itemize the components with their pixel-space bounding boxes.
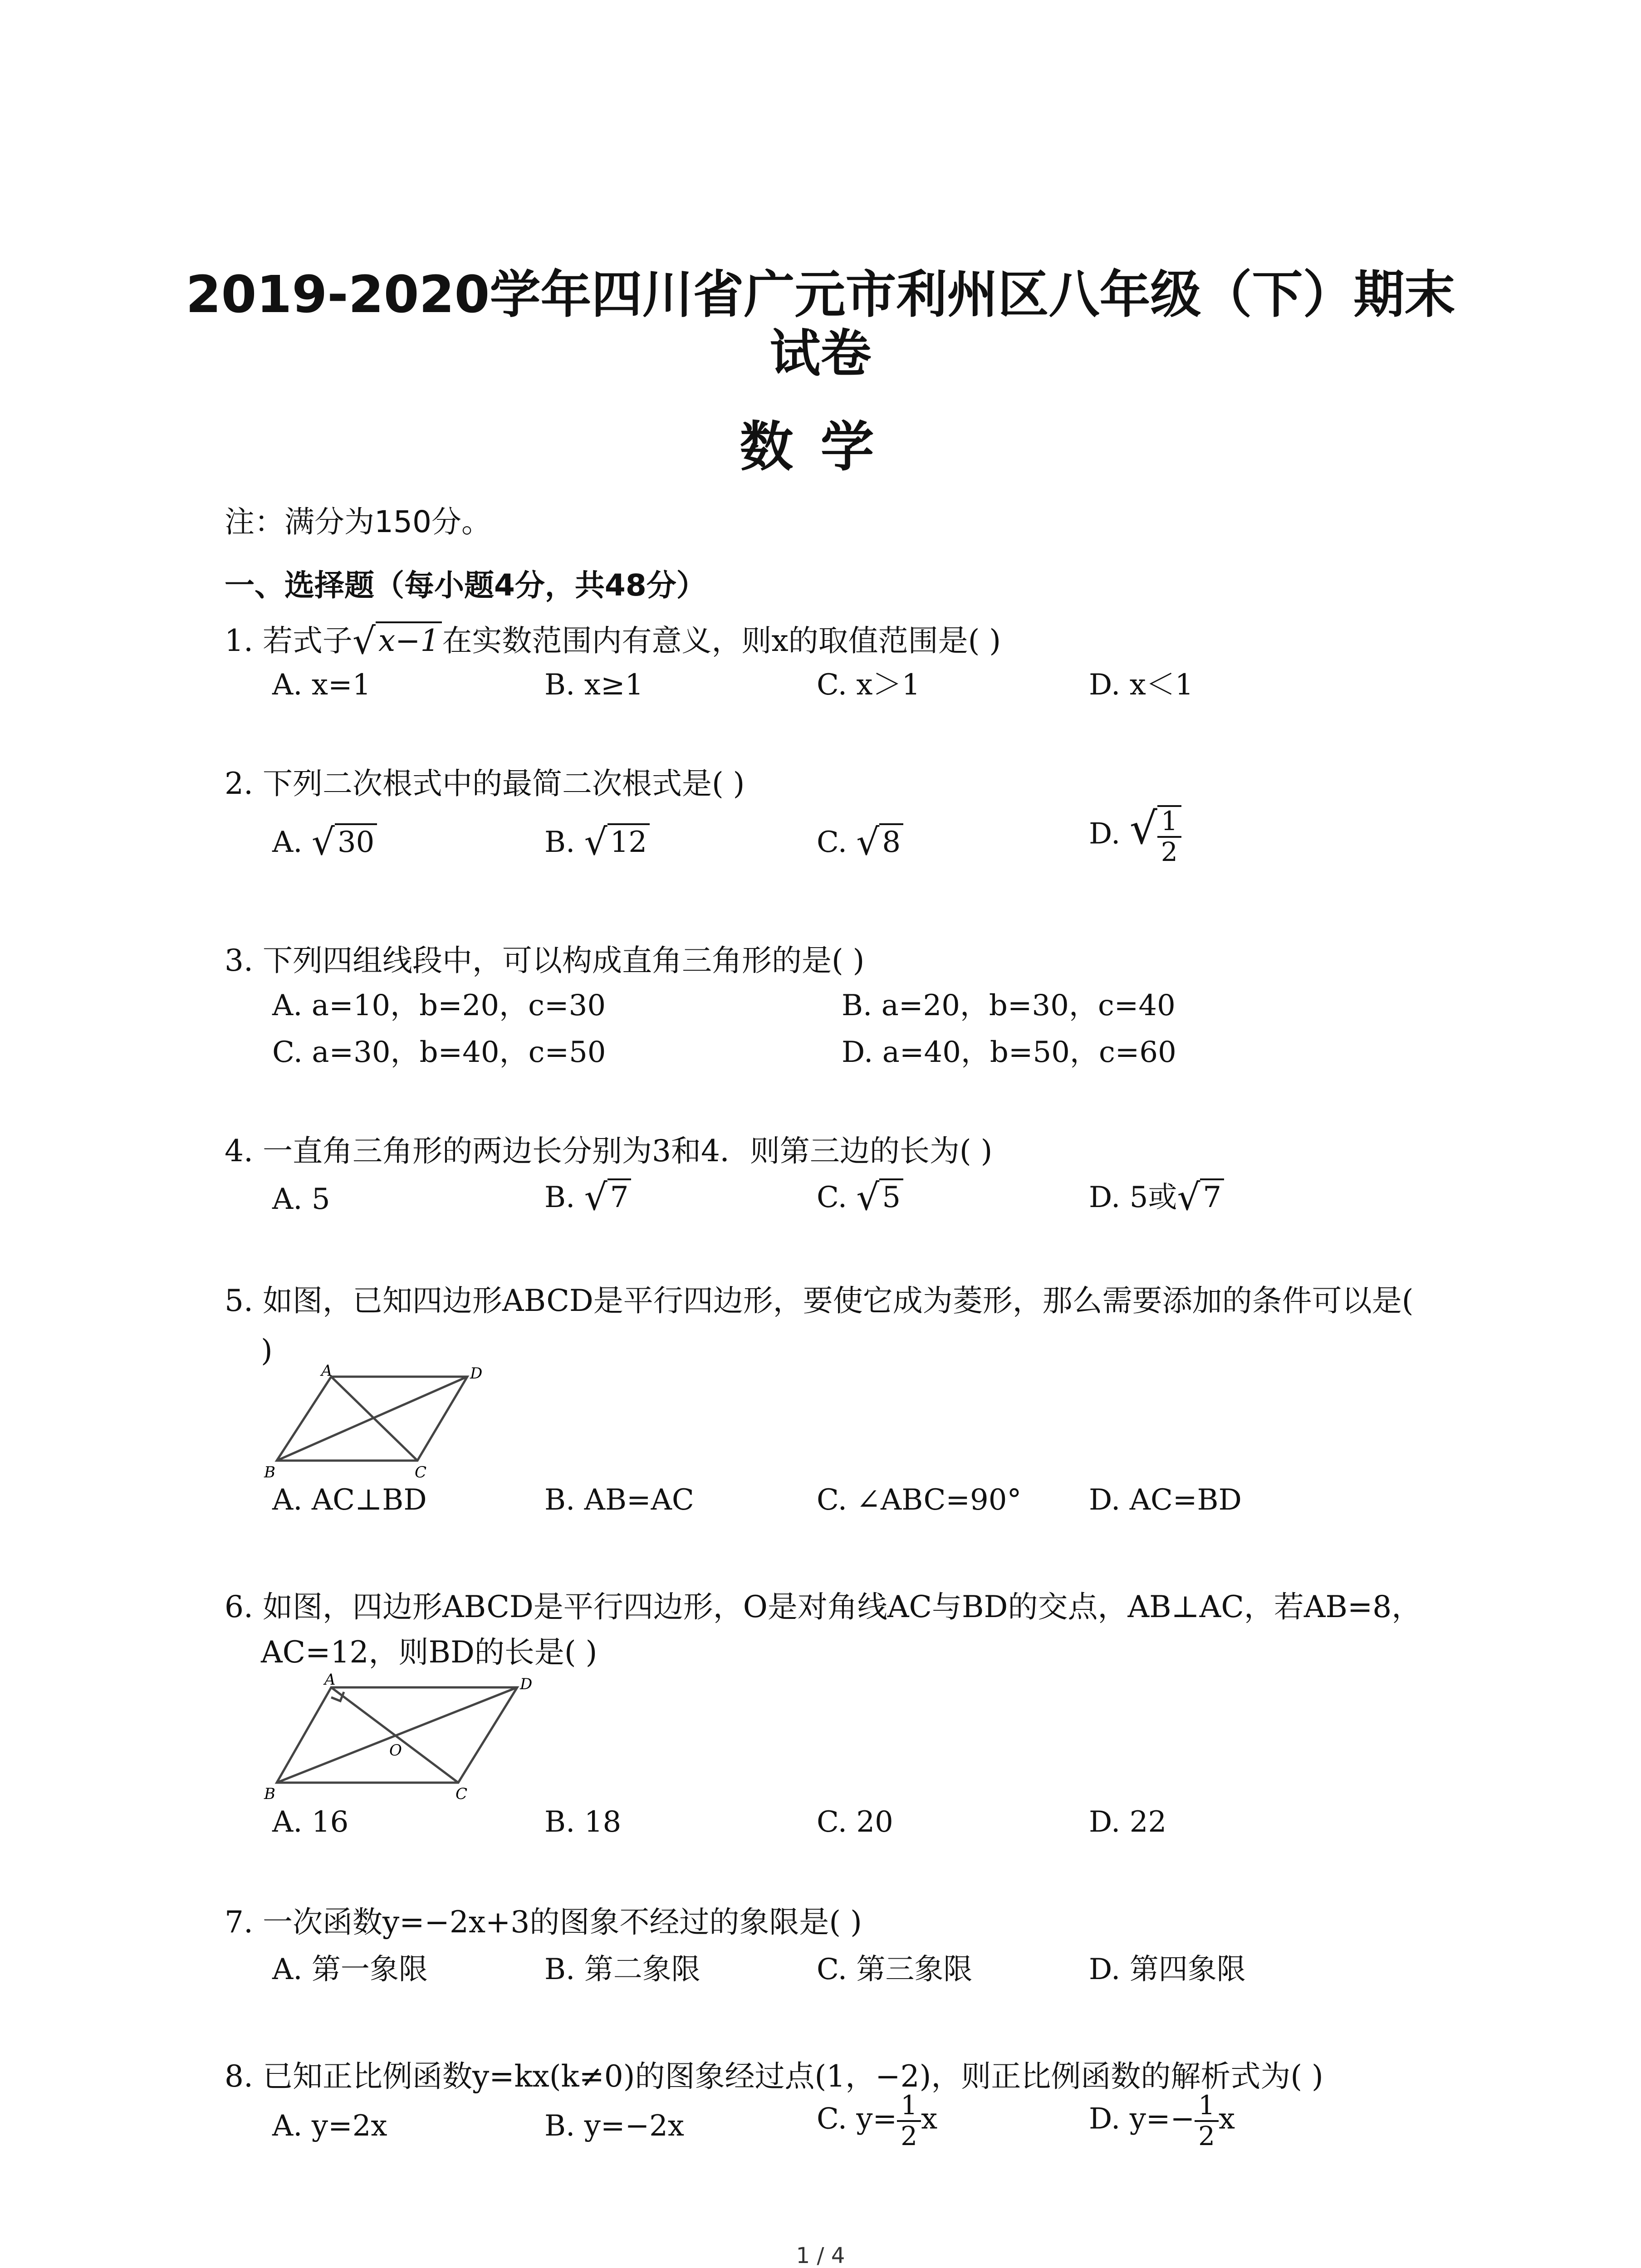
title-line-1: 2019-2020学年四川省广元市利州区八年级（下）期末 — [186, 265, 1455, 324]
score-note: 注：满分为150分。 — [225, 504, 491, 539]
q2-stem: 2. 下列二次根式中的最简二次根式是( ) — [225, 766, 745, 801]
q6-label-b: B — [264, 1785, 275, 1801]
q5-diagonal-bd — [277, 1377, 467, 1461]
q5-option-b: B. AB=AC — [544, 1483, 694, 1517]
q6-option-c: C. 20 — [817, 1805, 893, 1839]
q1-option-b: B. x≥1 — [544, 668, 644, 702]
q5-parallelogram-figure — [263, 1363, 499, 1481]
q3-option-b: B. a=20，b=30，c=40 — [842, 989, 1176, 1022]
title-line-2: 试卷 — [769, 324, 872, 383]
q5-option-d: D. AC=BD — [1089, 1483, 1242, 1517]
subject-title: 数学 — [740, 415, 901, 478]
q3-stem: 3. 下列四组线段中，可以构成直角三角形的是( ) — [225, 943, 865, 978]
q8-stem: 8. 已知正比例函数y=kx(k≠0)的图象经过点(1，−2)，则正比例函数的解析式为( ) — [225, 2059, 1323, 2094]
page-number: 1 / 4 — [796, 2243, 845, 2268]
q3-option-d: D. a=40，b=50，c=60 — [842, 1036, 1176, 1069]
q4-option-c: C. √5 — [817, 1178, 903, 1216]
q5-option-a: A. AC⊥BD — [272, 1483, 427, 1517]
q5-label-c: C — [415, 1463, 427, 1481]
q2-option-b: B. √12 — [544, 823, 650, 860]
q1-option-c: C. x＞1 — [817, 668, 921, 702]
q4-stem: 4. 一直角三角形的两边长分别为3和4．则第三边的长为( ) — [225, 1134, 993, 1168]
q3-option-a: A. a=10，b=20，c=30 — [272, 989, 606, 1022]
q7-option-b: B. 第二象限 — [544, 1953, 700, 1986]
q1-option-d: D. x＜1 — [1089, 668, 1194, 702]
q8-option-c: C. y= $\frac{1}{2}$ x — [817, 2090, 938, 2151]
q4-option-d: D. 5或√7 — [1089, 1178, 1224, 1216]
q6-label-d: D — [520, 1675, 533, 1693]
q8-option-a: A. y=2x — [272, 2109, 387, 2143]
q7-option-d: D. 第四象限 — [1089, 1953, 1246, 1986]
q5-option-c: C. ∠ABC=90° — [817, 1483, 1022, 1517]
q7-option-a: A. 第一象限 — [272, 1953, 428, 1986]
q6-option-d: D. 22 — [1089, 1805, 1167, 1839]
q3-option-c: C. a=30，b=40，c=50 — [272, 1036, 606, 1069]
q5-label-b: B — [264, 1463, 275, 1481]
q8-option-d: D. y=− $\frac{1}{2}$ x — [1089, 2090, 1235, 2151]
q7-option-c: C. 第三象限 — [817, 1953, 973, 1986]
q4-option-a: A. 5 — [272, 1183, 330, 1216]
q6-option-a: A. 16 — [272, 1805, 349, 1839]
q2-option-c: C. √8 — [817, 823, 903, 860]
q1-stem: 1. 若式子√x−1在实数范围内有意义，则x的取值范围是( ) — [225, 620, 1001, 662]
q1-option-a: A. x=1 — [272, 668, 371, 702]
q5-stem-line1: 5. 如图，已知四边形ABCD是平行四边形，要使它成为菱形，那么需要添加的条件可以是( — [225, 1283, 1414, 1318]
q6-parallelogram-figure — [263, 1669, 544, 1801]
q6-stem-line1: 6. 如图，四边形ABCD是平行四边形，O是对角线AC与BD的交点，AB⊥AC，若AB=8， — [225, 1589, 1422, 1624]
q2-option-a: A. √30 — [272, 823, 377, 860]
section-heading: 一、选择题（每小题4分，共48分） — [225, 568, 706, 603]
q6-label-a: A — [324, 1671, 336, 1689]
q4-option-b: B. √7 — [544, 1178, 631, 1216]
q6-option-b: B. 18 — [544, 1805, 622, 1839]
q5-label-a: A — [321, 1363, 333, 1380]
q1-sqrt: √x−1 — [353, 621, 442, 660]
q5-label-d: D — [470, 1364, 483, 1383]
q7-stem: 7. 一次函数y=−2x+3的图象不经过的象限是( ) — [225, 1905, 862, 1940]
q6-diagonal-bd — [277, 1687, 517, 1783]
q6-stem-line2: AC=12，则BD的长是( ) — [261, 1635, 598, 1670]
q5-stem-line2: ) — [261, 1333, 273, 1368]
q8-option-b: B. y=−2x — [544, 2109, 684, 2143]
q2-option-d: D. √ $\frac{1}{2}$ — [1089, 805, 1181, 867]
q6-label-c: C — [456, 1785, 468, 1801]
q6-label-o: O — [389, 1741, 402, 1760]
